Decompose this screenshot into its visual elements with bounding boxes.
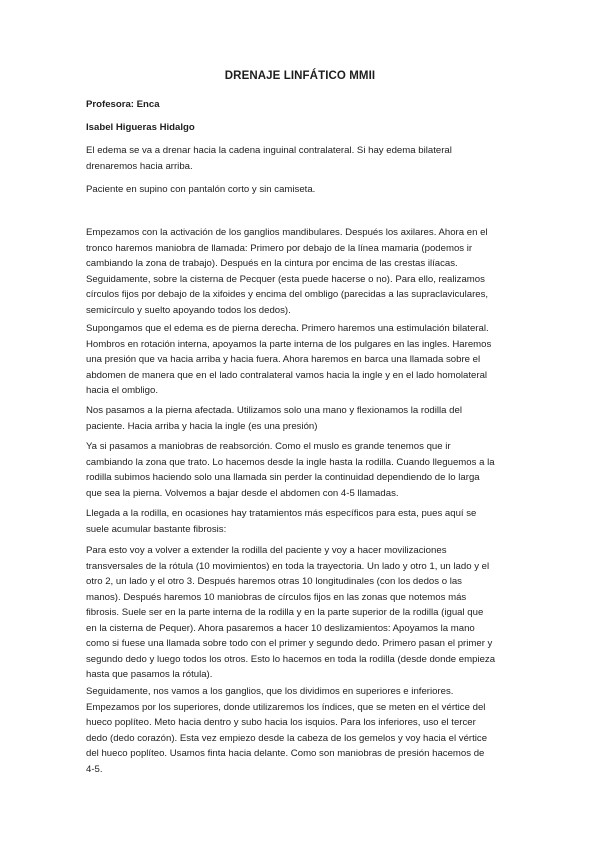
author-line: Isabel Higueras Hidalgo [86, 122, 195, 133]
paragraph-line: Para esto voy a volver a extender la rodilla del paciente y voy a hacer movilizaciones [86, 545, 447, 556]
paragraph-line: que sea la pierna. Volvemos a bajar desde el abdomen con 4-5 llamadas. [86, 487, 399, 499]
paragraph-line: círculos fijos por debajo de la xifoides y encima del ombligo (parecidas a las supraclaviculares, [86, 289, 489, 300]
paragraph-line: Llegada a la rodilla, en ocasiones hay tratamientos más específicos para esta, pues aquí se [86, 508, 477, 519]
paragraph-line: dedo (dedo corazón). Esta vez empiezo desde la cabeza de los gemelos y voy hacia el vértice [86, 732, 488, 744]
paragraph-line: drenaremos hacia arriba. [86, 160, 193, 172]
paragraph-line: una presión que va hacia arriba y hacia fuera. Ahora haremos en barca una llamada sobre el [86, 354, 481, 365]
paragraph-line: Hombros en rotación interna, apoyamos la parte interna de los pulgares en las ingles. Haremos [86, 338, 492, 350]
paragraph-line: otro 2, un lado y el otro 3. Después haremos otras 10 longitudinales (con los dedos o las [86, 576, 462, 587]
document-title: DRENAJE LINFÁTICO MMII [224, 70, 376, 82]
paragraph-line: hueco poplíteo. Meto hacia dentro y subo hacia los isquios. Para los inferiores, uso el tercer [86, 717, 476, 728]
paragraph-line: Empezamos con la activación de los ganglios mandibulares. Después los axilares. Ahora en el [86, 227, 488, 238]
paragraph-line: tronco haremos maniobra de llamada: Primero por debajo de la línea mamaria (podemos ir [86, 242, 473, 254]
paragraph-line: El edema se va a drenar hacia la cadena inguinal contralateral. Si hay edema bilateral [86, 145, 452, 156]
paragraph-line: en la cisterna de Pequer). Ahora pasaremos a hacer 10 deslizamientos: Apoyamos la mano [86, 622, 475, 634]
paragraph-line: paciente. Hacia arriba y hacia la ingle (es una presión) [86, 420, 318, 432]
paragraph-line: Paciente en supino con pantalón corto y sin camiseta. [86, 184, 316, 195]
paragraph-line: transversales de la rótula (10 movimientos) en toda la trayectoria. Un lado y otro 1, un lado y el [86, 560, 490, 572]
paragraph-line: segundo dedo y luego todos los otros. Esto lo hacemos en toda la rodilla (desde donde empieza [86, 653, 496, 665]
paragraph-line: Empezamos por los superiores, donde utilizaremos los índices, que se meten en el vértice del [86, 701, 486, 713]
paragraph-line: hacia el ombligo. [86, 385, 158, 396]
paragraph-line: hasta que pasamos la rótula). [86, 669, 213, 680]
paragraph-line: del hueco poplíteo. Usamos finta hacia delante. Como son maniobras de presión hacemos de [86, 748, 485, 759]
paragraph-line: manos). Después haremos 10 maniobras de círculos fijos en las zonas que notemos más [86, 591, 467, 603]
paragraph-line: Ya si pasamos a maniobras de reabsorción. Como el muslo es grande tenemos que ir [86, 441, 451, 452]
paragraph-line: como si fuese una llamada sobre todo con el primer y segundo dedo. Primero pasan el primer y [86, 638, 493, 649]
paragraph-line: 4-5. [86, 763, 103, 775]
paragraph-line: cambiando la zona que trato. Lo hacemos desde la ingle hasta la rodilla. Cuando lleguemos a la [86, 456, 495, 468]
paragraph-line: Supongamos que el edema es de pierna derecha. Primero haremos una estimulación bilateral. [86, 323, 489, 334]
paragraph-line: cambiando la zona de trabajo). Después en la cintura por encima de las crestas ilíacas. [86, 258, 458, 269]
paragraph-line: rodilla subimos haciendo solo una llamada sin perder la continuidad dependiendo de lo larga [86, 472, 480, 483]
teacher-line: Profesora: Enca [86, 99, 160, 110]
paragraph-line: Seguidamente, nos vamos a los ganglios, que los dividimos en superiores e inferiores. [86, 686, 454, 697]
paragraph-line: fibrosis. Suele ser en la parte interna de la rodilla y en la parte superior de la rodilla (igual que [86, 607, 484, 618]
paragraph-line: suele acumular bastante fibrosis: [86, 523, 227, 535]
paragraph-line: Seguidamente, sobre la cisterna de Pecquer (esta puede hacerse o no). Para ello, realizamos [86, 273, 485, 285]
paragraph-line: abdomen de manera que en el lado contralateral vamos hacia la ingle y en el lado homolateral [86, 369, 488, 381]
paragraph-line: semicírculo y suelto apoyando todos los dedos). [86, 304, 291, 316]
paragraph-line: Nos pasamos a la pierna afectada. Utilizamos solo una mano y flexionamos la rodilla del [86, 405, 462, 416]
